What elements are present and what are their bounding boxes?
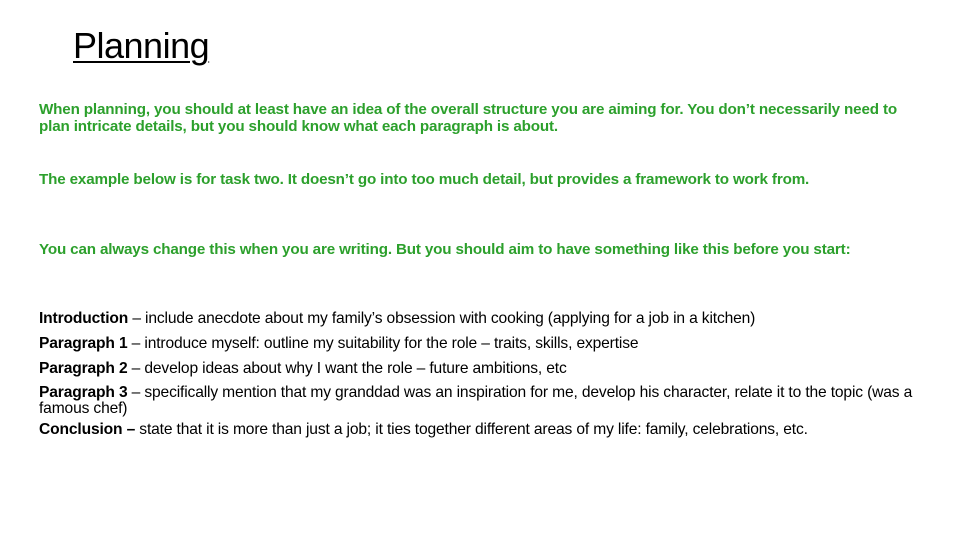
- outline-item-introduction: [39, 310, 939, 327]
- outline-item-conclusion: [39, 422, 939, 438]
- outline-item-paragraph-2: [39, 360, 939, 377]
- advice-paragraph: You can always change this when you are writing. But you should aim to have something like this before you start:: [39, 241, 851, 258]
- outline-separator: –: [127, 335, 145, 352]
- outline-text: state that it is more than just a job; it ties together different areas of my life: family, celebrations, etc.: [139, 421, 808, 438]
- intro-paragraph: When planning, you should at least have an idea of the overall structure you are aiming for. You don’t necessarily need to plan intricate details, but you should know what each paragraph is about.: [39, 101, 897, 135]
- page-title: Planning: [73, 25, 210, 66]
- outline-item-paragraph-3: [39, 385, 939, 417]
- outline-text: specifically mention that my granddad was an inspiration for me, develop his character, relate it to the topic (was a famous chef): [39, 384, 913, 417]
- outline-text: develop ideas about why I want the role – future ambitions, etc: [144, 360, 567, 377]
- example-paragraph: The example below is for task two. It doesn’t go into too much detail, but provides a framework to work from.: [39, 171, 810, 188]
- outline-item-paragraph-1: [39, 335, 939, 352]
- outline-text: introduce myself: outline my suitability for the role – traits, skills, expertise: [144, 335, 639, 352]
- outline-label: Introduction: [39, 310, 129, 327]
- outline-separator: –: [127, 384, 145, 401]
- outline-label: Paragraph 3: [39, 384, 128, 401]
- outline-text: include anecdote about my family’s obsession with cooking (applying for a job in a kitchen): [145, 310, 756, 327]
- outline-label: Paragraph 1: [39, 335, 128, 352]
- outline-separator: –: [122, 421, 140, 438]
- outline-separator: –: [127, 360, 145, 377]
- outline-label: Conclusion: [39, 421, 123, 438]
- outline-separator: –: [128, 310, 146, 327]
- outline-label: Paragraph 2: [39, 360, 128, 377]
- essay-outline: [39, 310, 939, 443]
